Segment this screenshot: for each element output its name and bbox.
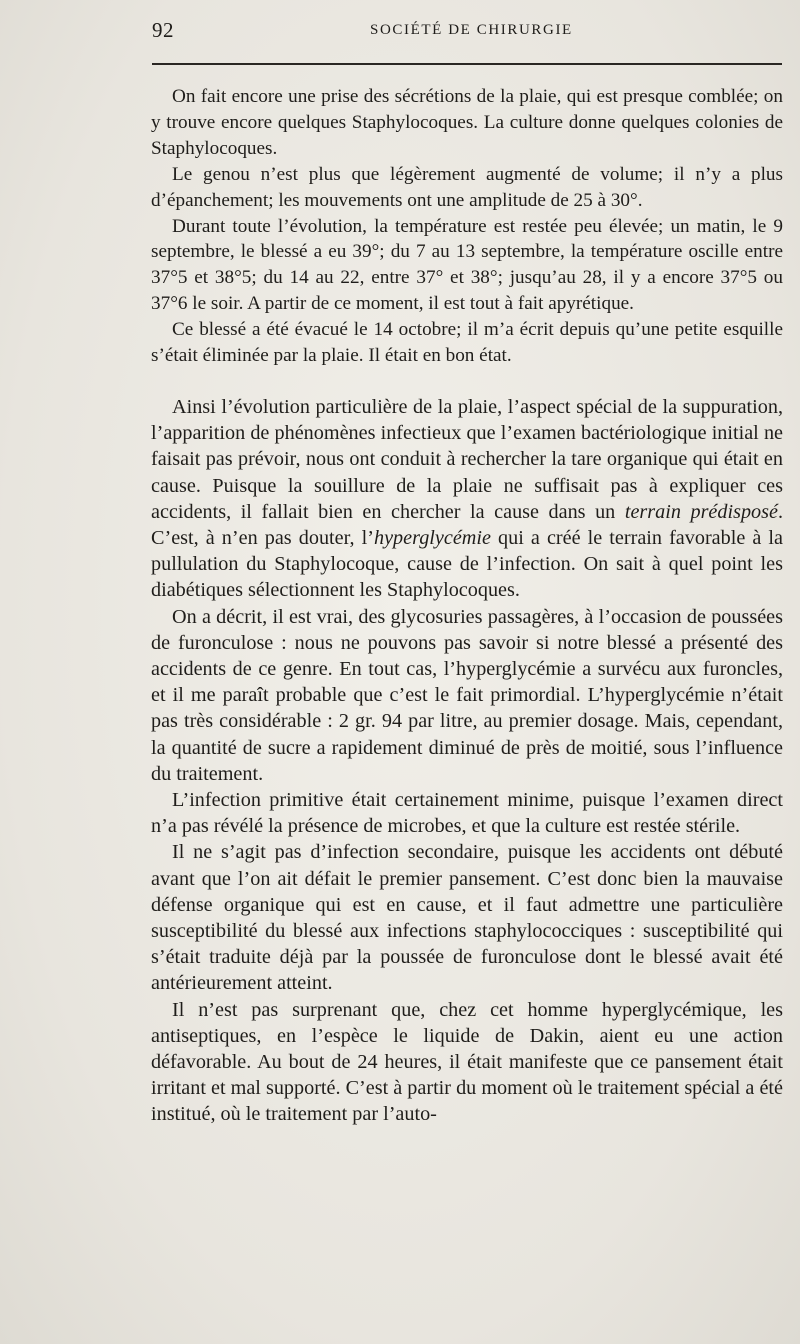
paragraph-temperature: Durant toute l’évolution, la température est restée peu élevée; un matin, le 9 septembre, le blessé a eu 39°; du 7 au 13 septembre, la température oscille entre 37°5 et 38°5; du 14 au 22, entre 37° et 38°; jusqu’au 28, il y a encore 37°5 ou 37°6 le soir. A partir de ce moment, il est tout à fait apyrétique. — [151, 215, 783, 315]
italic-hyperglycemie: hyperglycémie — [373, 526, 491, 549]
paragraph-genou: Le genou n’est plus que légèrement augmenté de volume; il n’y a plus d’épanchement; les mouvements ont une amplitude de 25 à 30°. — [151, 163, 783, 211]
page-body — [151, 84, 783, 1128]
paragraph-evolution-text-1: Ainsi l’évolution particulière de la plaie, l’aspect spécial de la suppuration, l’apparition de phénomènes infectieux que l’examen bactériologique initial ne faisait pas prévoir, nous ont conduit à rechercher la tare organique qui était en cause. Puisque la souillure de la plaie ne suffisait pas à expliquer ces accidents, il fallait bien en chercher la cause dans un — [151, 395, 783, 523]
paragraph-antiseptiques: Il n’est pas surprenant que, chez cet homme hyperglycémique, les antiseptiques, en l’espèce le liquide de Dakin, aient eu une action défavorable. Au bout de 24 heures, il était manifeste que ce pansement était irritant et mal supporté. C’est à partir du moment où le traitement spécial a été institué, où le traitement par l’auto- — [151, 998, 783, 1126]
italic-terrain-predispose: terrain prédisposé — [624, 500, 778, 523]
paragraph-glycosuries: On a décrit, il est vrai, des glycosuries passagères, à l’occasion de poussées de furonculose : nous ne pouvons pas savoir si notre blessé a présenté des accidents de ce genre. En tout cas, l’hyperglycémie a survécu aux furoncles, et il me paraît probable que c’est le fait primordial. L’hyperglycémie n’était pas très considérable : 2 gr. 94 par litre, au premier dosage. Mais, cependant, la quantité de sucre a rapidement diminué de près de moitié, sous l’influence du traitement. — [151, 605, 783, 785]
paragraph-infection-secondaire: Il ne s’agit pas d’infection secondaire, puisque les accidents ont débuté avant que l’on ait défait le premier pansement. C’est donc bien la mauvaise défense organique qui est en cause, et il faut admettre une particulière susceptibilité du blessé aux infections staphylococciques : susceptibilité qui s’était traduite déjà par la poussée de furonculose dont le blessé avait été antérieurement atteint. — [151, 841, 783, 995]
running-title: SOCIÉTÉ DE CHIRURGIE — [370, 22, 573, 38]
paragraph-evacuation: Ce blessé a été évacué le 14 octobre; il m’a écrit depuis qu’une petite esquille s’était éliminée par la plaie. Il était en bon état. — [151, 319, 783, 367]
header-rule — [152, 63, 782, 65]
page-number: 92 — [152, 18, 174, 42]
paragraph-evolution-text-2: . C’est, à n’en pas douter, l’ — [151, 500, 783, 549]
paragraph-evolution-text-3: qui a créé le terrain favorable à la pullulation du Staphylocoque, cause de l’infection. On sait à quel point les diabétiques sélectionnent les Staphylocoques. — [151, 526, 783, 602]
paragraph-infection-primitive: L’infection primitive était certainement minime, puisque l’examen direct n’a pas révélé la présence de microbes, et que la culture est restée stérile. — [151, 789, 783, 838]
paragraph-evolution — [151, 394, 783, 604]
case-report-section — [151, 84, 783, 369]
discussion-section — [151, 394, 783, 1128]
page-header — [152, 18, 782, 48]
paragraph-secretions: On fait encore une prise des sécrétions de la plaie, qui est presque comblée; on y trouve encore quelques Staphylocoques. La culture donne quelques colonies de Staphylocoques. — [151, 86, 783, 159]
